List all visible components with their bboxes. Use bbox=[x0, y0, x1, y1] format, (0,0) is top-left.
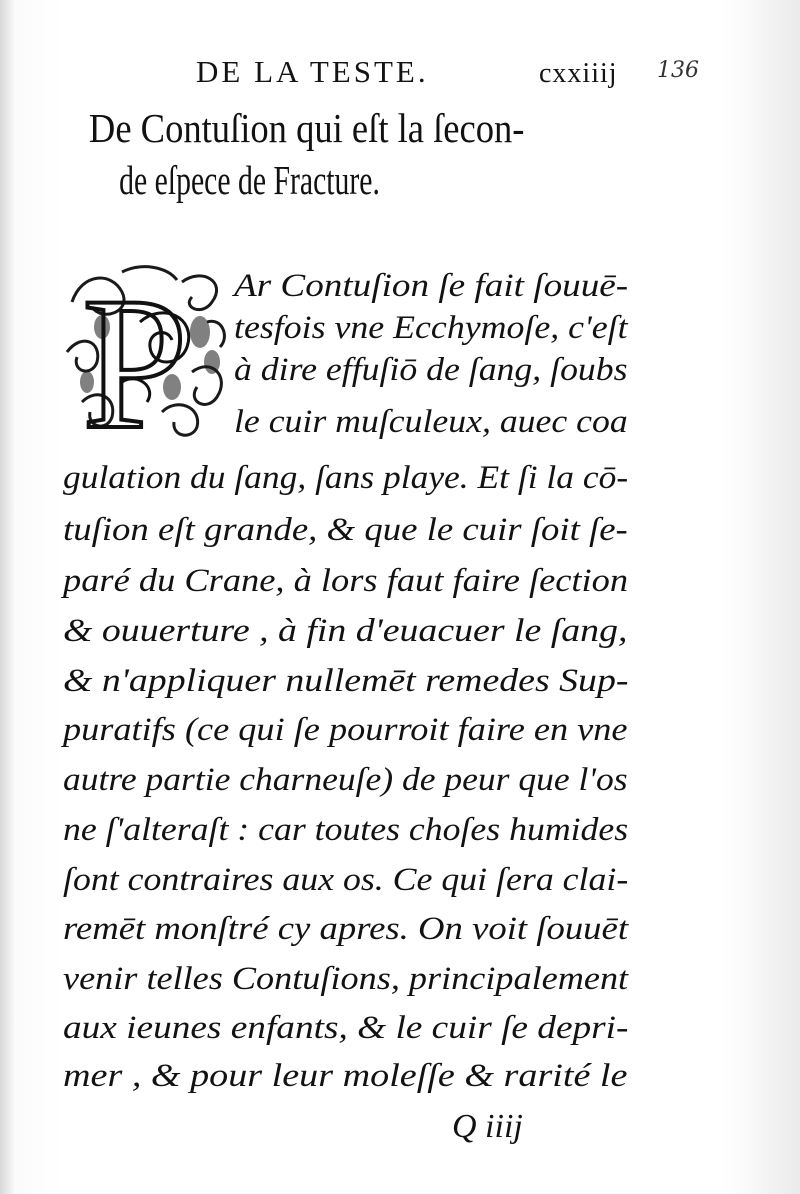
text-line: remēt monſtré cy apres. On voit ſouuēt bbox=[63, 911, 629, 947]
text-line: aux ieunes enfants, & le cuir ſe depri- bbox=[63, 1010, 629, 1046]
text-line: & n'appliquer nullemēt remedes Sup- bbox=[63, 663, 629, 699]
chapter-title-line-2: de eſpece de Fracture. bbox=[119, 157, 380, 203]
chapter-title-line-1: De Contuſion qui eſt la ſecon- bbox=[88, 105, 525, 151]
running-head: DE LA TESTE. bbox=[196, 54, 429, 89]
text-line: Ar Contuſion ſe fait ſouuē- bbox=[234, 268, 629, 304]
text-line: le cuir muſculeux, auec coa bbox=[234, 404, 628, 440]
text-line: venir telles Contuſions, principalement bbox=[63, 961, 629, 997]
text-line: puratifs (ce qui ſe pourroit faire en vne bbox=[63, 712, 628, 748]
handwritten-page-number: 136 bbox=[657, 58, 699, 83]
signature-mark: Q iiij bbox=[452, 1108, 523, 1145]
text-line: tesfois vne Ecchymoſe, c'eſt bbox=[234, 310, 628, 346]
text-line: ſont contraires aux os. Ce qui ſera clai- bbox=[63, 862, 629, 898]
text-line: & ouuerture , à fin d'euacuer le ſang, bbox=[63, 613, 628, 649]
drop-cap-letter: P bbox=[82, 262, 188, 442]
folio-number: cxxiiij bbox=[539, 58, 618, 89]
text-line: autre partie charneuſe) de peur que l'os bbox=[63, 762, 628, 798]
text-line: tuſion eſt grande, & que le cuir ſoit ſe- bbox=[63, 512, 628, 548]
text-line: mer , & pour leur moleſſe & rarité le bbox=[63, 1058, 628, 1094]
text-line: gulation du ſang, ſans playe. Et ſi la cō- bbox=[63, 460, 629, 496]
text-line: à dire effuſiō de ſang, ſoubs bbox=[234, 352, 628, 388]
text-line: ne ſ'alteraſt : car toutes choſes humides bbox=[63, 812, 629, 848]
text-line: paré du Crane, à lors faut faire ſection bbox=[63, 563, 629, 599]
